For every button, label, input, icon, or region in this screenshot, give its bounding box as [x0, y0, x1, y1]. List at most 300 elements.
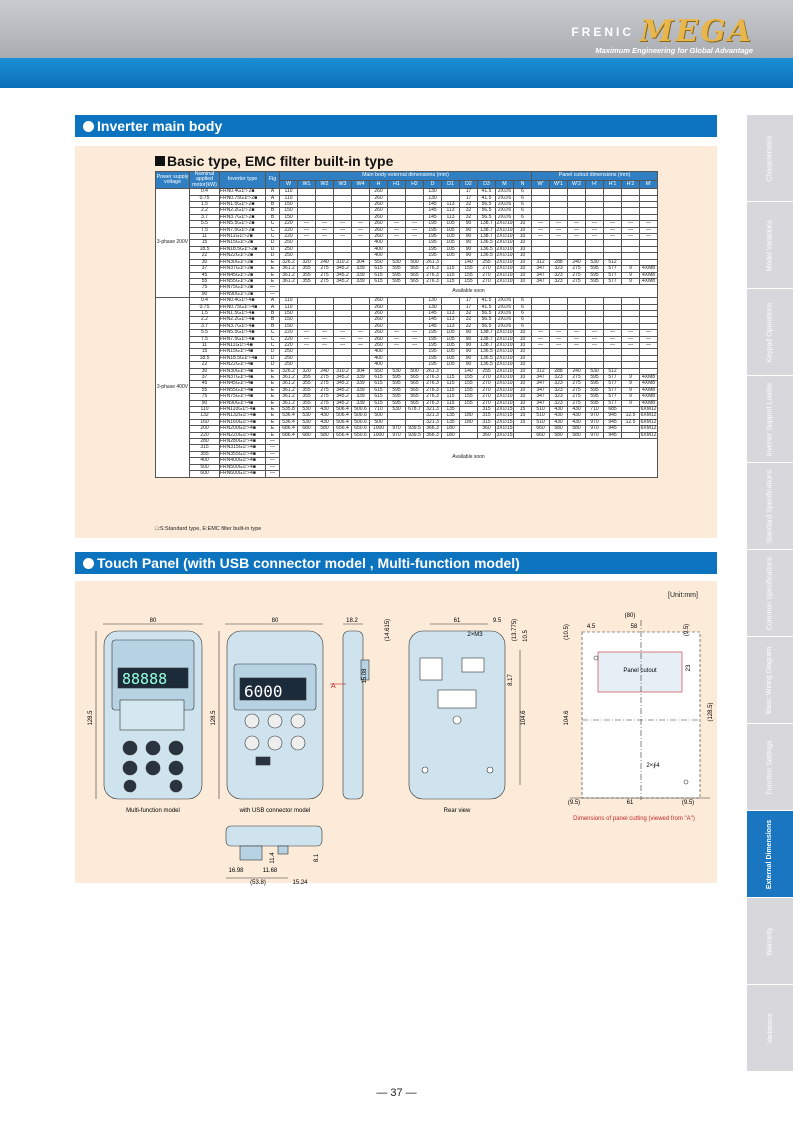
dim-cell: —: [334, 342, 352, 348]
dim-cell: 41.5: [478, 298, 496, 304]
dim-bottom-81: 8.1: [314, 853, 320, 863]
cutout-label: Panel cutout: [623, 668, 657, 674]
dim-cell: 510: [532, 407, 550, 413]
dim-cell: 17: [460, 189, 478, 195]
fig-cell: —: [266, 291, 280, 297]
dim-cell: 430: [550, 413, 568, 419]
dim-cell: 90: [460, 227, 478, 233]
dim-cell: 12.5: [622, 419, 640, 425]
motor-cell: 600: [190, 471, 220, 477]
dim-cell: 680: [298, 432, 316, 438]
fig-cell: —: [266, 285, 280, 291]
dim-cell: 6XM12: [640, 406, 657, 413]
dim-cell: —: [568, 221, 586, 227]
dim-cell: 138.7: [478, 234, 496, 240]
fig-cell: C: [266, 221, 280, 227]
motor-cell: 45: [190, 272, 220, 278]
dim-cell: —: [586, 330, 604, 336]
dim-cell: 323: [550, 394, 568, 400]
tab-common-specifications[interactable]: [747, 550, 793, 636]
dim-cell: 580: [550, 432, 568, 438]
dim-cell: 1000: [370, 426, 388, 432]
dim-cell: 113: [442, 310, 460, 316]
dim-cell: 312: [532, 368, 550, 374]
dim-cell: —: [334, 336, 352, 342]
dim-cell: —: [406, 221, 424, 227]
dim-cell: 41.5: [478, 195, 496, 201]
fig-cell: E: [266, 368, 280, 374]
dim-cell: —: [586, 221, 604, 227]
type-cell: FRN30G1□-2■: [220, 259, 266, 265]
dim-cell: 680: [298, 426, 316, 432]
dim-cell: 270: [478, 387, 496, 393]
type-cell: FRN200G1□-4■: [220, 426, 266, 432]
dim-cell: —: [406, 330, 424, 336]
dim-cell: 6: [514, 189, 532, 195]
dim-cell: 9: [622, 394, 640, 400]
type-cell: FRN0.4G1□-2■: [220, 189, 266, 195]
tab-standard-specifications[interactable]: [747, 463, 793, 549]
dim-cell: 536.4: [280, 419, 298, 425]
tab-characteristics[interactable]: [747, 115, 793, 201]
dim-cell: —: [550, 330, 568, 336]
dim-cell: 2X∅6: [496, 208, 514, 214]
dim-depth: 18.2: [346, 618, 358, 624]
dim-cell: 500.6: [352, 419, 370, 425]
dim-cell: —: [406, 336, 424, 342]
dim-cell: 595: [586, 394, 604, 400]
dim-cell: 220: [280, 336, 298, 342]
tab-label: Standard Specifications: [766, 469, 774, 543]
dim-cell: 105: [442, 336, 460, 342]
dim-cell: 2X∅15: [496, 412, 513, 419]
fig-cell: —: [266, 471, 280, 477]
panel-cut-diagram: [570, 620, 710, 800]
dim-cell: 360: [478, 432, 496, 438]
dim-cell: 510: [532, 419, 550, 425]
dim-rear-95: 9.5: [492, 618, 502, 624]
tab-keypad-operations[interactable]: [747, 289, 793, 375]
dim-cell: 595: [388, 387, 406, 393]
type-cell: FRN5.5G1□-2■: [220, 221, 266, 227]
dim-cell: 6: [514, 304, 532, 310]
dim-cell: —: [586, 342, 604, 348]
dim-cell: 41.5: [478, 304, 496, 310]
dim-cell: 195: [424, 349, 442, 355]
dim-cell: 10: [514, 349, 532, 355]
type-cell: FRN2.2G1□-4■: [220, 317, 266, 323]
dim-cell: —: [298, 330, 316, 336]
dim-cell: 939.5: [406, 432, 424, 438]
dim-cell: 9: [622, 266, 640, 272]
dim-cell: 110: [280, 189, 298, 195]
type-cell: FRN90G1□-4■: [220, 400, 266, 406]
fig-cell: D: [266, 355, 280, 361]
motor-cell: 0.4: [190, 298, 220, 304]
fig-cell: C: [266, 330, 280, 336]
dim-cell: 240: [568, 368, 586, 374]
dim-cell: 4XM8: [640, 400, 658, 406]
dim-cell: 250: [280, 240, 298, 246]
fig-cell: D: [266, 349, 280, 355]
dim-cell: —: [604, 221, 622, 227]
dim-cell: 595: [388, 381, 406, 387]
dim-cell: 250: [280, 362, 298, 368]
dim-usb-height: 128.5: [211, 710, 217, 726]
dim-cell: —: [316, 234, 334, 240]
dim-cell: 2X∅10: [496, 386, 513, 393]
dim-cell: 970: [586, 413, 604, 419]
motor-cell: 37: [190, 266, 220, 272]
tab-label: Function Settings: [766, 739, 774, 795]
type-cell: FRN18.5G1□-2■: [220, 246, 266, 252]
dim-cell: 512: [604, 368, 622, 374]
dim-cell: 430: [316, 407, 334, 413]
tab-variations[interactable]: [747, 985, 793, 1071]
dim-cell: 140: [460, 368, 478, 374]
multi-function-keypad: [96, 624, 203, 799]
dim-cell: —: [550, 227, 568, 233]
dim-cell: 360: [478, 426, 496, 432]
dim-cell: 10: [514, 375, 532, 381]
dim-cell: 320: [298, 368, 316, 374]
tab-model-variations[interactable]: [747, 202, 793, 288]
dim-cell: 686.4: [280, 432, 298, 438]
dim-cell: 304: [352, 368, 370, 374]
dim-cell: 4XM8: [640, 278, 658, 284]
dim-cell: 2X∅10: [496, 348, 513, 355]
col-dim-10: D2: [460, 180, 478, 189]
dim-cell: 138.7: [478, 336, 496, 342]
type-cell: FRN500G1□-4■: [220, 464, 266, 470]
dim-cell: 275: [316, 266, 334, 272]
dim-cell: 195: [424, 221, 442, 227]
dim-cell: 530: [388, 407, 406, 413]
fig-cell: B: [266, 310, 280, 316]
dim-cell: —: [352, 227, 370, 233]
dim-cell: —: [388, 227, 406, 233]
fig-cell: —: [266, 464, 280, 470]
dim-cell: 195: [424, 330, 442, 336]
dim-cell: 90: [460, 355, 478, 361]
dim-cell: 347: [532, 278, 550, 284]
dim-cell: 345.2: [334, 278, 352, 284]
dim-cell: 150: [280, 323, 298, 329]
dim-cell: 276.3: [424, 387, 442, 393]
dim-cell: 275: [316, 272, 334, 278]
multi-display-text: 88888: [122, 670, 168, 688]
dim-cell: 361.2: [280, 381, 298, 387]
dim-cell: 90: [460, 362, 478, 368]
dim-cell: 260: [370, 317, 388, 323]
dim-cell: —: [640, 336, 658, 342]
dim-cell: 615: [370, 375, 388, 381]
motor-cell: 11: [190, 234, 220, 240]
dim-cell: —: [334, 234, 352, 240]
type-cell: FRN132G1□-4■: [220, 413, 266, 419]
dim-cell: 130: [424, 304, 442, 310]
dim-cell: 6: [514, 195, 532, 201]
dim-cell: 110: [280, 304, 298, 310]
dim-cell: —: [298, 234, 316, 240]
dim-cell: 115: [442, 400, 460, 406]
tab-warranty[interactable]: [747, 898, 793, 984]
dim-cell: 2X∅10: [496, 367, 513, 374]
type-cell: FRN355G1□-4■: [220, 451, 266, 457]
dim-cell: 361.2: [280, 387, 298, 393]
dim-cell: 565: [406, 400, 424, 406]
dim-cell: 105: [442, 349, 460, 355]
dim-cell: 430: [550, 407, 568, 413]
dim-cell: 512: [604, 259, 622, 265]
dim-cell: 90: [460, 342, 478, 348]
dim-cell: 321.3: [424, 413, 442, 419]
dim-cell: 10: [514, 336, 532, 342]
fig-cell: E: [266, 272, 280, 278]
type-cell: FRN75G1□-4■: [220, 394, 266, 400]
dim-cell: 270: [478, 375, 496, 381]
dim-cell: 355: [298, 387, 316, 393]
dim-cell: 145: [424, 323, 442, 329]
dim-cell: —: [568, 330, 586, 336]
dim-cell: 150: [280, 317, 298, 323]
dim-cell: 945: [604, 432, 622, 438]
type-cell: FRN15G1□-2■: [220, 240, 266, 246]
dim-cell: 323: [550, 266, 568, 272]
dim-cell: 400: [370, 253, 388, 259]
dim-cell: —: [298, 221, 316, 227]
motor-cell: 90: [190, 291, 220, 297]
dim-cell: 180: [442, 426, 460, 432]
type-cell: FRN30G1□-4■: [220, 368, 266, 374]
dim-cell: —: [388, 342, 406, 348]
dim-cell: 535.8: [280, 407, 298, 413]
col-dim-11: D3: [478, 180, 496, 189]
dim-cell: 2X∅6: [496, 317, 514, 323]
dim-cell: —: [352, 336, 370, 342]
dim-cell: 580: [568, 426, 586, 432]
motor-cell: 18.5: [190, 355, 220, 361]
dim-cell: 180: [442, 432, 460, 438]
dim-cell: 565: [406, 387, 424, 393]
dim-cell: 2X∅10: [496, 329, 513, 336]
dim-cell: 115: [442, 375, 460, 381]
dim-cell: —: [352, 342, 370, 348]
dim-cell: 315: [478, 407, 496, 413]
dim-cell: 615: [370, 278, 388, 284]
dim-cell: 530: [388, 368, 406, 374]
dim-cell: 12.5: [622, 413, 640, 419]
fig-cell: B: [266, 317, 280, 323]
dim-cut-95b: (9.5): [567, 800, 581, 806]
type-cell: FRN3.7G1□-2■: [220, 214, 266, 220]
dim-cell: 155: [460, 375, 478, 381]
dim-cell: 32: [460, 202, 478, 208]
dim-cell: 310.2: [334, 259, 352, 265]
dim-cell: 260: [370, 323, 388, 329]
dim-cell: 10: [514, 234, 532, 240]
dim-cell: —: [568, 234, 586, 240]
motor-cell: 18.5: [190, 246, 220, 252]
motor-cell: 0.75: [190, 304, 220, 310]
dim-cell: 366.3: [424, 432, 442, 438]
dim-cell: 2X∅6: [496, 189, 514, 195]
dim-cell: 270: [478, 278, 496, 284]
fig-cell: B: [266, 214, 280, 220]
dim-cell: 580: [550, 426, 568, 432]
dim-cell: 276.3: [424, 278, 442, 284]
tab-external-dimensions[interactable]: [747, 811, 793, 897]
keypad-side-view: [330, 624, 369, 799]
dim-cell: —: [604, 227, 622, 233]
dim-cut-holes: 2×∮4: [646, 763, 660, 769]
dim-cell: 275: [316, 387, 334, 393]
type-cell: FRN11G1□-2■: [220, 234, 266, 240]
dim-cell: 2X∅6: [496, 202, 514, 208]
fig-cell: C: [266, 227, 280, 233]
dim-cell: 105: [442, 246, 460, 252]
tab-label: Basic Wiring Diagram: [766, 646, 774, 714]
dim-cell: 10: [514, 221, 532, 227]
dim-cell: —: [532, 336, 550, 342]
dim-cell: —: [532, 342, 550, 348]
dim-cell: 56.5: [478, 310, 496, 316]
dim-cell: 4XM8: [640, 272, 658, 278]
dim-cell: 195: [424, 355, 442, 361]
dim-cell: 506.4: [334, 419, 352, 425]
tab-inverter-support-loader[interactable]: [747, 376, 793, 462]
dim-cut-105: (10.5): [564, 624, 570, 640]
dim-cell: 136.5: [478, 240, 496, 246]
dim-cell: 17: [460, 298, 478, 304]
dim-cell: 660: [532, 426, 550, 432]
tab-label: External Dimensions: [766, 819, 774, 889]
col-dim-9: D1: [442, 180, 460, 189]
dim-cell: 260: [370, 304, 388, 310]
usb-display-text: 6000: [244, 682, 283, 701]
dim-cell: —: [622, 342, 640, 348]
dim-cell: 270: [478, 400, 496, 406]
dim-cell: 10: [514, 362, 532, 368]
dim-bottom-1524: 15.24: [292, 880, 308, 886]
dim-cell: —: [640, 234, 658, 240]
motor-cell: 11: [190, 342, 220, 348]
dim-cell: 430: [316, 413, 334, 419]
dim-cell: —: [622, 227, 640, 233]
fig-cell: E: [266, 259, 280, 265]
voltage-cell: 3-phase 200V: [156, 189, 190, 298]
dim-cell: 110: [280, 195, 298, 201]
dim-cell: 10: [514, 253, 532, 259]
dim-cell: —: [316, 221, 334, 227]
motor-cell: 355: [190, 451, 220, 457]
dim-cell: 250: [280, 246, 298, 252]
dim-cell: 323: [550, 272, 568, 278]
dim-cell: 361.2: [280, 266, 298, 272]
dim-cell: 180: [460, 419, 478, 425]
dim-cell: —: [334, 227, 352, 233]
dim-cell: 2X∅10: [496, 265, 513, 272]
dim-cell: 678.7: [406, 407, 424, 413]
dim-cell: —: [406, 234, 424, 240]
dim-cell: 595: [388, 400, 406, 406]
fig-cell: E: [266, 387, 280, 393]
type-cell: FRN75G1□-2■: [220, 285, 266, 291]
dim-cell: 136.5: [478, 362, 496, 368]
dim-cell: 138.7: [478, 221, 496, 227]
tab-basic-wiring-diagram[interactable]: [747, 637, 793, 723]
dim-cell: 32: [460, 310, 478, 316]
fig-cell: B: [266, 208, 280, 214]
dim-cell: 276.3: [424, 381, 442, 387]
fig-cell: E: [266, 400, 280, 406]
dim-cell: 260: [370, 221, 388, 227]
dim-cell: 430: [316, 419, 334, 425]
dim-cell: 565: [406, 375, 424, 381]
dim-cell: —: [388, 336, 406, 342]
type-cell: FRN0.75G1□-2■: [220, 195, 266, 201]
dim-cell: 56.5: [478, 317, 496, 323]
dim-cell: 260: [370, 202, 388, 208]
dim-cell: 2X∅15: [496, 406, 513, 413]
dim-cell: 4XM8: [640, 387, 658, 393]
dim-multi-height: 128.5: [88, 710, 94, 726]
dim-cell: 595: [388, 266, 406, 272]
dim-cell: 339: [352, 278, 370, 284]
dim-cell: 2X∅10: [496, 380, 513, 387]
motor-cell: 0.4: [190, 189, 220, 195]
dim-cell: 155: [460, 272, 478, 278]
dim-cell: 15: [514, 413, 532, 419]
tab-label: Characteristics: [766, 134, 774, 182]
motor-cell: 3.7: [190, 214, 220, 220]
dim-cell: 430: [568, 407, 586, 413]
dim-cell: 347: [532, 394, 550, 400]
keypad-rear-view: [409, 624, 520, 799]
dim-cell: 32: [460, 323, 478, 329]
dim-cell: 10: [514, 240, 532, 246]
dim-cell: —: [316, 336, 334, 342]
unit-label: [Unit:mm]: [668, 592, 698, 599]
dim-cell: 565: [406, 266, 424, 272]
col-panel-dims: Panel cutout dimensions (mm): [532, 172, 658, 181]
motor-cell: 55: [190, 387, 220, 393]
motor-cell: 0.75: [190, 195, 220, 201]
fig-cell: E: [266, 381, 280, 387]
dim-cell: 345.2: [334, 394, 352, 400]
dim-cell: 260: [370, 227, 388, 233]
section-title-touch-panel: Touch Panel (with USB connector model , Multi-function model): [75, 552, 717, 574]
dim-cell: 565: [406, 272, 424, 278]
dim-cell: —: [640, 221, 658, 227]
fig-cell: B: [266, 202, 280, 208]
dim-cell: 595: [388, 394, 406, 400]
dim-cell: 115: [442, 381, 460, 387]
dim-cell: 312: [532, 259, 550, 265]
dim-cell: 10: [514, 355, 532, 361]
dim-cell: 345.2: [334, 375, 352, 381]
dim-cell: 105: [442, 342, 460, 348]
dim-rear-105: 10.5: [523, 630, 529, 642]
dim-cell: —: [388, 234, 406, 240]
dim-cell: 577: [604, 394, 622, 400]
dim-cell: 2X∅15: [496, 418, 513, 425]
tab-function-settings[interactable]: [747, 724, 793, 810]
type-cell: FRN315G1□-4■: [220, 445, 266, 451]
voltage-cell: 3-phase 400V: [156, 298, 190, 477]
dim-cell: 361.2: [280, 272, 298, 278]
dim-cut-1285: (128.5): [708, 702, 714, 722]
